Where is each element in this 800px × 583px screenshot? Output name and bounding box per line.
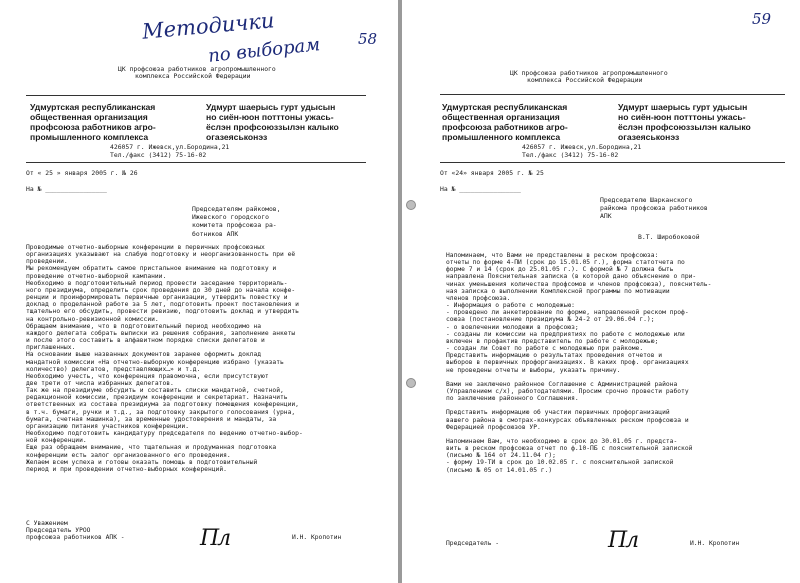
punch-hole-bottom [406, 378, 416, 388]
header-line-1: ЦК профсоюза работников агропромышленного [118, 65, 276, 73]
signer-name: И.Н. Кропотин [690, 540, 740, 547]
addressee-name: В.Т. Широбоковой [638, 233, 700, 241]
org-name-udmurt: Удмурт шаерысь гурт удысын но сиён-юон потттоны ужась- ёслэн профсоюззылэн калыко огазеяськонэз [206, 102, 339, 142]
address-divider [26, 162, 366, 163]
org-address: 426057 г. Ижевск,ул.Бородина,21 [522, 143, 642, 151]
page-number: 58 [358, 30, 378, 48]
letter-date: От « 25 » января 2005 г. № 26 [26, 169, 138, 177]
handwritten-title-line2: по выборам [207, 34, 322, 67]
header-line-1: ЦК профсоюза работников агропромышленного [510, 69, 668, 77]
letter-body: Проводимые отчетно-выборные конференции в первичных профсоюзных организациях указывают на слабую подготовку и неорганизованность при её проведении. Мы рекомендуем обратить самое пристальное внимание на подготовку и проведение отчетно-выборной кампании. Необходимо в подготовительный период провести заседание территориаль- ного президиума, определить срок проведения до 30 дней до начала конфе- ренции и проинформировать первичные организации, утвердить повестку и доклад о проделанной работе за 5 лет, подготовить проект постановления и тщательно его обсудить, провести ревизию, подготовить доклад и утвердить на контрольно-ревизионной комиссии. Обращаем внимание, что в подготовительный период необходимо на каждого делегата собрать выписки из решения собрания, заполнение анкеты и после этого составить в алфавитном порядке списки делегатов и приглашенных. На основании выше названных документов заранее оформить доклад мандатной комиссии «На отчетно-выборную конференцию избрано (указать количество) делегатов, представляющих…» и т.д. Необходимо учесть, что конференция правомочна, если присутствуют две трети от числа избранных делегатов. Так же на президиуме обсудить и составить списки мандатной, счетной, редакционной комиссии, президиум конференции и секретариат. Назначить ответственных из состава президиума за подготовку помещения конференции, в т.ч. бумаги, ручки и т.д., за подготовку закрытого голосования (урна, бумага, счетная машинка), за временные удостоверения и мандаты, за организацию питания участников конференции. Необходимо подготовить кандидатуру председателя по ведению отчетно-выбор- ной конференции. Еще раз обращаем внимание, что тщательная и продуманная подготовка конференции есть залог организованного его проведения. Желаем всем успеха и готовы оказать помощь в подготовительный период и при проведении отчетно-выборных конференций. [26, 244, 303, 473]
header-line-2: комплекса Российской Федерации [135, 72, 251, 80]
page-number: 59 [752, 10, 772, 28]
closing-block: Председатель - [446, 540, 500, 547]
header-line-2: комплекса Российской Федерации [527, 76, 643, 84]
letter-date: От «24» января 2005 г. № 25 [440, 169, 544, 177]
address-divider [440, 162, 785, 163]
document-page-right [402, 0, 800, 583]
closing-block: С Уважением Председатель УРОО профсоюза работников АПК - [26, 520, 125, 542]
addressee: Председателям райкомов, Ижевского городского комитета профсоюза ра- ботников АПК [192, 205, 281, 238]
letter-reference-number: На № ________________ [26, 185, 107, 193]
letter-reference-number: На № ________________ [440, 185, 521, 193]
org-name-udmurt: Удмурт шаерысь гурт удысын но сиён-юон потттоны ужась- ёслэн профсоюззылэн калыко огазеяськонэз [618, 102, 751, 142]
signer-name: И.Н. Кропотин [292, 534, 342, 541]
header-divider [26, 95, 366, 96]
org-phone: Тел./факс (3412) 75-16-02 [522, 151, 619, 159]
org-name-russian: Удмуртская республиканская общественная организация профсоюза работников агро- промышленного комплекса [442, 102, 568, 142]
handwritten-signature: Пл [200, 526, 230, 551]
org-name-russian: Удмуртская республиканская общественная организация профсоюза работников агро- промышленного комплекса [30, 102, 156, 142]
punch-hole-top [406, 200, 416, 210]
org-phone: Тел./факс (3412) 75-16-02 [110, 151, 207, 159]
document-page-left [0, 0, 398, 583]
org-address: 426057 г. Ижевск,ул.Бородина,21 [110, 143, 230, 151]
header-divider [440, 94, 785, 95]
handwritten-title-line1: Методички [141, 8, 276, 44]
addressee: Председателю Шарканского райкома профсоюза работников АПК [600, 196, 708, 221]
letter-body: Напоминаем, что Вами не представлены в реском профсоюза: отчеты по форме 4-ПИ (срок до 15.01.05 г.), форма статотчета по форме 7 и 14 (срок до 25.01.05 г.). С формой № 7 должна быть направлена Пояснительная записка (в которой дано объяснение о при- чинах уменьшения количества профсомов и членов профсоюза), пояснитель- ная записка о выполнении Комплексной программы по мотивации членов профсоюза. - Информация о работе с молодежью: - проведено ли анкетирование по форме, направленной реском проф- союза (постановление президиума № 24-2 от 29.06.04 г.); - о вовлечении молодежи в профсоюз; - созданы ли комиссии на предприятиях по работе с молодежью или включен в профактив представитель по работе с молодежью; - создан ли Совет по работе с молодежью при райкоме. Представить информацию о результатах проведения отчетов и выборов в первичных профорганизациях. В каких проф. организациях не проведены отчеты и выборы, указать причину. Вами не заключено районное Соглашение с Администрацией района (Управлением с/х), работодателями. Просим срочно провести работу по заключению районного Соглашения. Представить информацию об участии первичных профорганизаций вашего района в смотрах-конкурсах объявленных реском профсоюза и Федерацией профсоюзов УР. Напоминаем Вам, что необходимо в срок до 30.01.05 г. предста- вить в реском профсоюза отчет по ф.10-ПБ с пояснительной запиской (письмо № 164 от 24.11.04 г); - форму 19-ТИ в срок до 10.02.05 г. с пояснительной запиской (письмо № 05 от 14.01.05 г.) [446, 252, 712, 474]
handwritten-signature: Пл [608, 528, 638, 553]
